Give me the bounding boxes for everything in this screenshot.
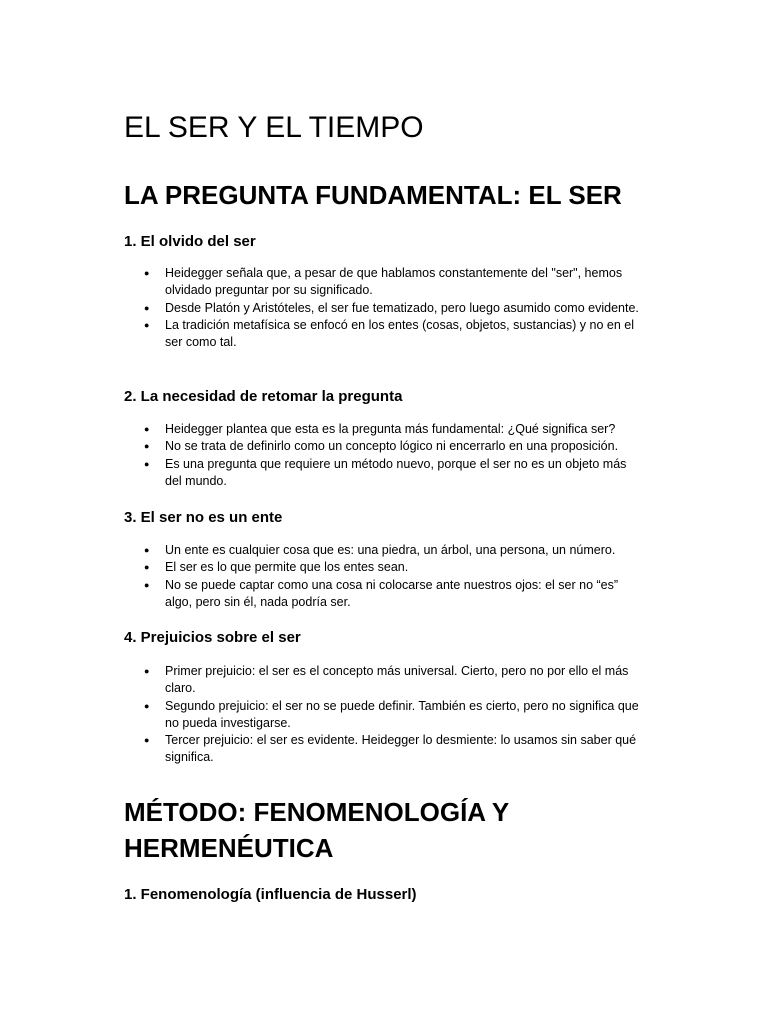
subsection-heading-prejuicios: 4. Prejuicios sobre el ser: [124, 629, 301, 646]
list-item-text: Heidegger plantea que esta es la pregunta más fundamental: ¿Qué significa ser?: [165, 422, 616, 436]
subsection-heading-necesidad-retomar: 2. La necesidad de retomar la pregunta: [124, 388, 403, 405]
bullet-icon: ●: [144, 545, 150, 555]
subsection-heading-olvido-del-ser: 1. El olvido del ser: [124, 233, 256, 250]
list-item: [124, 300, 646, 317]
bullet-list-olvido-del-ser: [124, 265, 646, 351]
section-heading-metodo: MÉTODO: FENOMENOLOGÍA Y HERMENÉUTICA: [124, 797, 509, 863]
bullet-icon: ●: [144, 441, 150, 452]
list-item: [124, 456, 646, 491]
section-heading-pregunta-fundamental: LA PREGUNTA FUNDAMENTAL: EL SER: [124, 180, 622, 210]
list-item: [124, 438, 646, 455]
list-item: [124, 542, 646, 559]
bullet-icon: ●: [144, 579, 150, 590]
list-item: [124, 698, 646, 733]
list-item-text: Primer prejuicio: el ser es el concepto más universal. Cierto, pero no por ello el más claro.: [165, 664, 629, 696]
list-item: [124, 317, 646, 352]
bullet-list-ser-no-es-ente: [124, 542, 646, 611]
bullet-list-necesidad-retomar: [124, 421, 646, 490]
list-item-text: El ser es lo que permite que los entes sean.: [165, 560, 409, 575]
bullet-icon: ●: [144, 666, 150, 676]
list-item: [124, 559, 646, 576]
list-item-text: Segundo prejuicio: el ser no se puede definir. También es cierto, pero no significa que no pueda investigarse.: [165, 698, 639, 730]
bullet-icon: ●: [144, 735, 150, 746]
bullet-icon: ●: [144, 424, 150, 434]
bullet-icon: ●: [144, 302, 150, 313]
document-title: EL SER Y EL TIEMPO: [124, 111, 424, 144]
subsection-heading-ser-no-es-ente: 3. El ser no es un ente: [124, 509, 283, 526]
list-item-text: La tradición metafísica se enfocó en los entes (cosas, objetos, sustancias) y no en el ser como tal.: [165, 317, 635, 350]
list-item: [124, 663, 646, 698]
bullet-list-prejuicios: [124, 663, 646, 767]
bullet-icon: ●: [144, 268, 150, 278]
list-item-text: No se puede captar como una cosa ni colocarse ante nuestros ojos: el ser no “es” algo, pero sin él, nada podría ser.: [165, 577, 619, 609]
list-item-text: Un ente es cualquier cosa que es: una piedra, un árbol, una persona, un número.: [165, 543, 616, 557]
list-item-text: Heidegger señala que, a pesar de que hablamos constantemente del "ser", hemos olvidado preguntar por su significado.: [165, 266, 623, 298]
list-item: [124, 732, 646, 767]
bullet-icon: ●: [144, 458, 150, 469]
subsection-heading-fenomenologia: 1. Fenomenología (influencia de Husserl): [124, 886, 417, 903]
list-item-text: Desde Platón y Aristóteles, el ser fue tematizado, pero luego asumido como evidente.: [165, 300, 639, 315]
list-item-text: No se trata de definirlo como un concepto lógico ni encerrarlo en una proposición.: [165, 439, 619, 454]
bullet-icon: ●: [144, 562, 150, 573]
list-item: [124, 265, 646, 300]
list-item: [124, 577, 646, 612]
list-item-text: Es una pregunta que requiere un método nuevo, porque el ser no es un objeto más del mundo.: [165, 456, 627, 488]
bullet-icon: ●: [144, 319, 150, 330]
list-item-text: Tercer prejuicio: el ser es evidente. Heidegger lo desmiente: lo usamos sin saber qué significa.: [165, 733, 637, 765]
bullet-icon: ●: [144, 700, 150, 711]
list-item: [124, 421, 646, 438]
